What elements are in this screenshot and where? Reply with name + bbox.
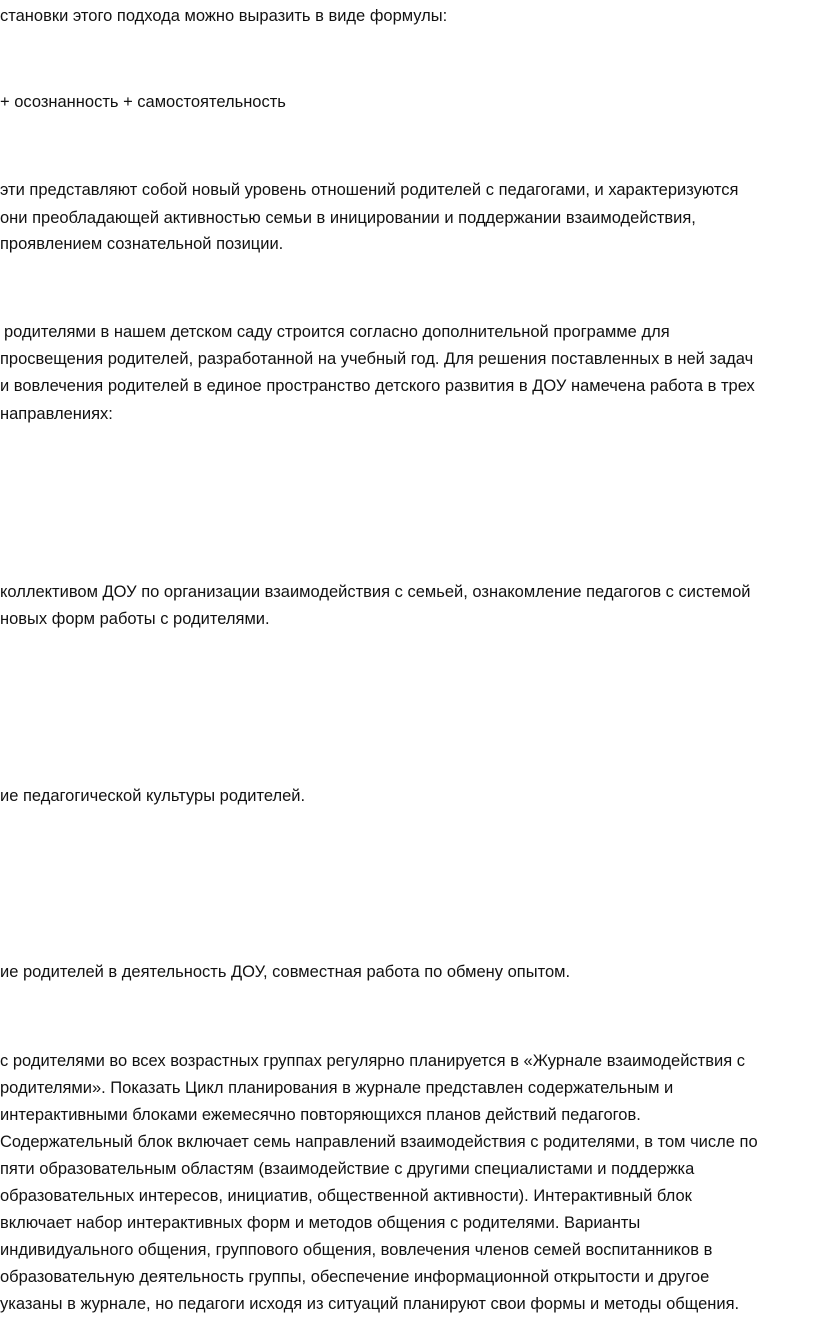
text-line: ие педагогической культуры родителей.	[0, 787, 306, 805]
text-line: образовательных интересов, инициатив, общественной активности). Интерактивный блок	[0, 1187, 692, 1205]
text-line: становки этого подхода можно выразить в виде формулы:	[0, 7, 448, 25]
text-line: проявлением сознательной позиции.	[0, 235, 284, 253]
text-line: родителями». Показать Цикл планирования в журнале представлен содержательным и	[0, 1079, 674, 1097]
text-line: с родителями во всех возрастных группах регулярно планируется в «Журнале взаимодействия с	[0, 1052, 745, 1070]
text-line: + осознанность + самостоятельность	[0, 93, 286, 111]
text-line: пяти образовательным областям (взаимодействие с другими специалистами и поддержка	[0, 1160, 695, 1178]
text-line: просвещения родителей, разработанной на учебный год. Для решения поставленных в ней задач	[0, 350, 754, 368]
text-line: новых форм работы с родителями.	[0, 610, 270, 628]
text-line: направлениях:	[0, 405, 113, 423]
text-line: родителями в нашем детском саду строится согласно дополнительной программе для	[4, 323, 670, 341]
text-line: образовательную деятельность группы, обеспечение информационной открытости и другое	[0, 1268, 710, 1286]
text-line: Содержательный блок включает семь направлений взаимодействия с родителями, в том числе по	[0, 1133, 758, 1151]
text-line: индивидуального общения, группового общения, вовлечения членов семей воспитанников в	[0, 1241, 713, 1259]
text-line: эти представляют собой новый уровень отношений родителей с педагогами, и характеризуются	[0, 181, 739, 199]
text-line: коллективом ДОУ по организации взаимодействия с семьей, ознакомление педагогов с системой	[0, 583, 751, 601]
text-line: ие родителей в деятельность ДОУ, совместная работа по обмену опытом.	[0, 963, 571, 981]
text-line: интерактивными блоками ежемесячно повторяющихся планов действий педагогов.	[0, 1106, 641, 1124]
text-line: и вовлечения родителей в единое пространство детского развития в ДОУ намечена работа в трех	[0, 377, 755, 395]
text-line: указаны в журнале, но педагоги исходя из ситуаций планируют свои формы и методы общения.	[0, 1295, 740, 1313]
text-line: включает набор интерактивных форм и методов общения с родителями. Варианты	[0, 1214, 641, 1232]
text-line: они преобладающей активностью семьи в иницировании и поддержании взаимодействия,	[0, 209, 696, 227]
